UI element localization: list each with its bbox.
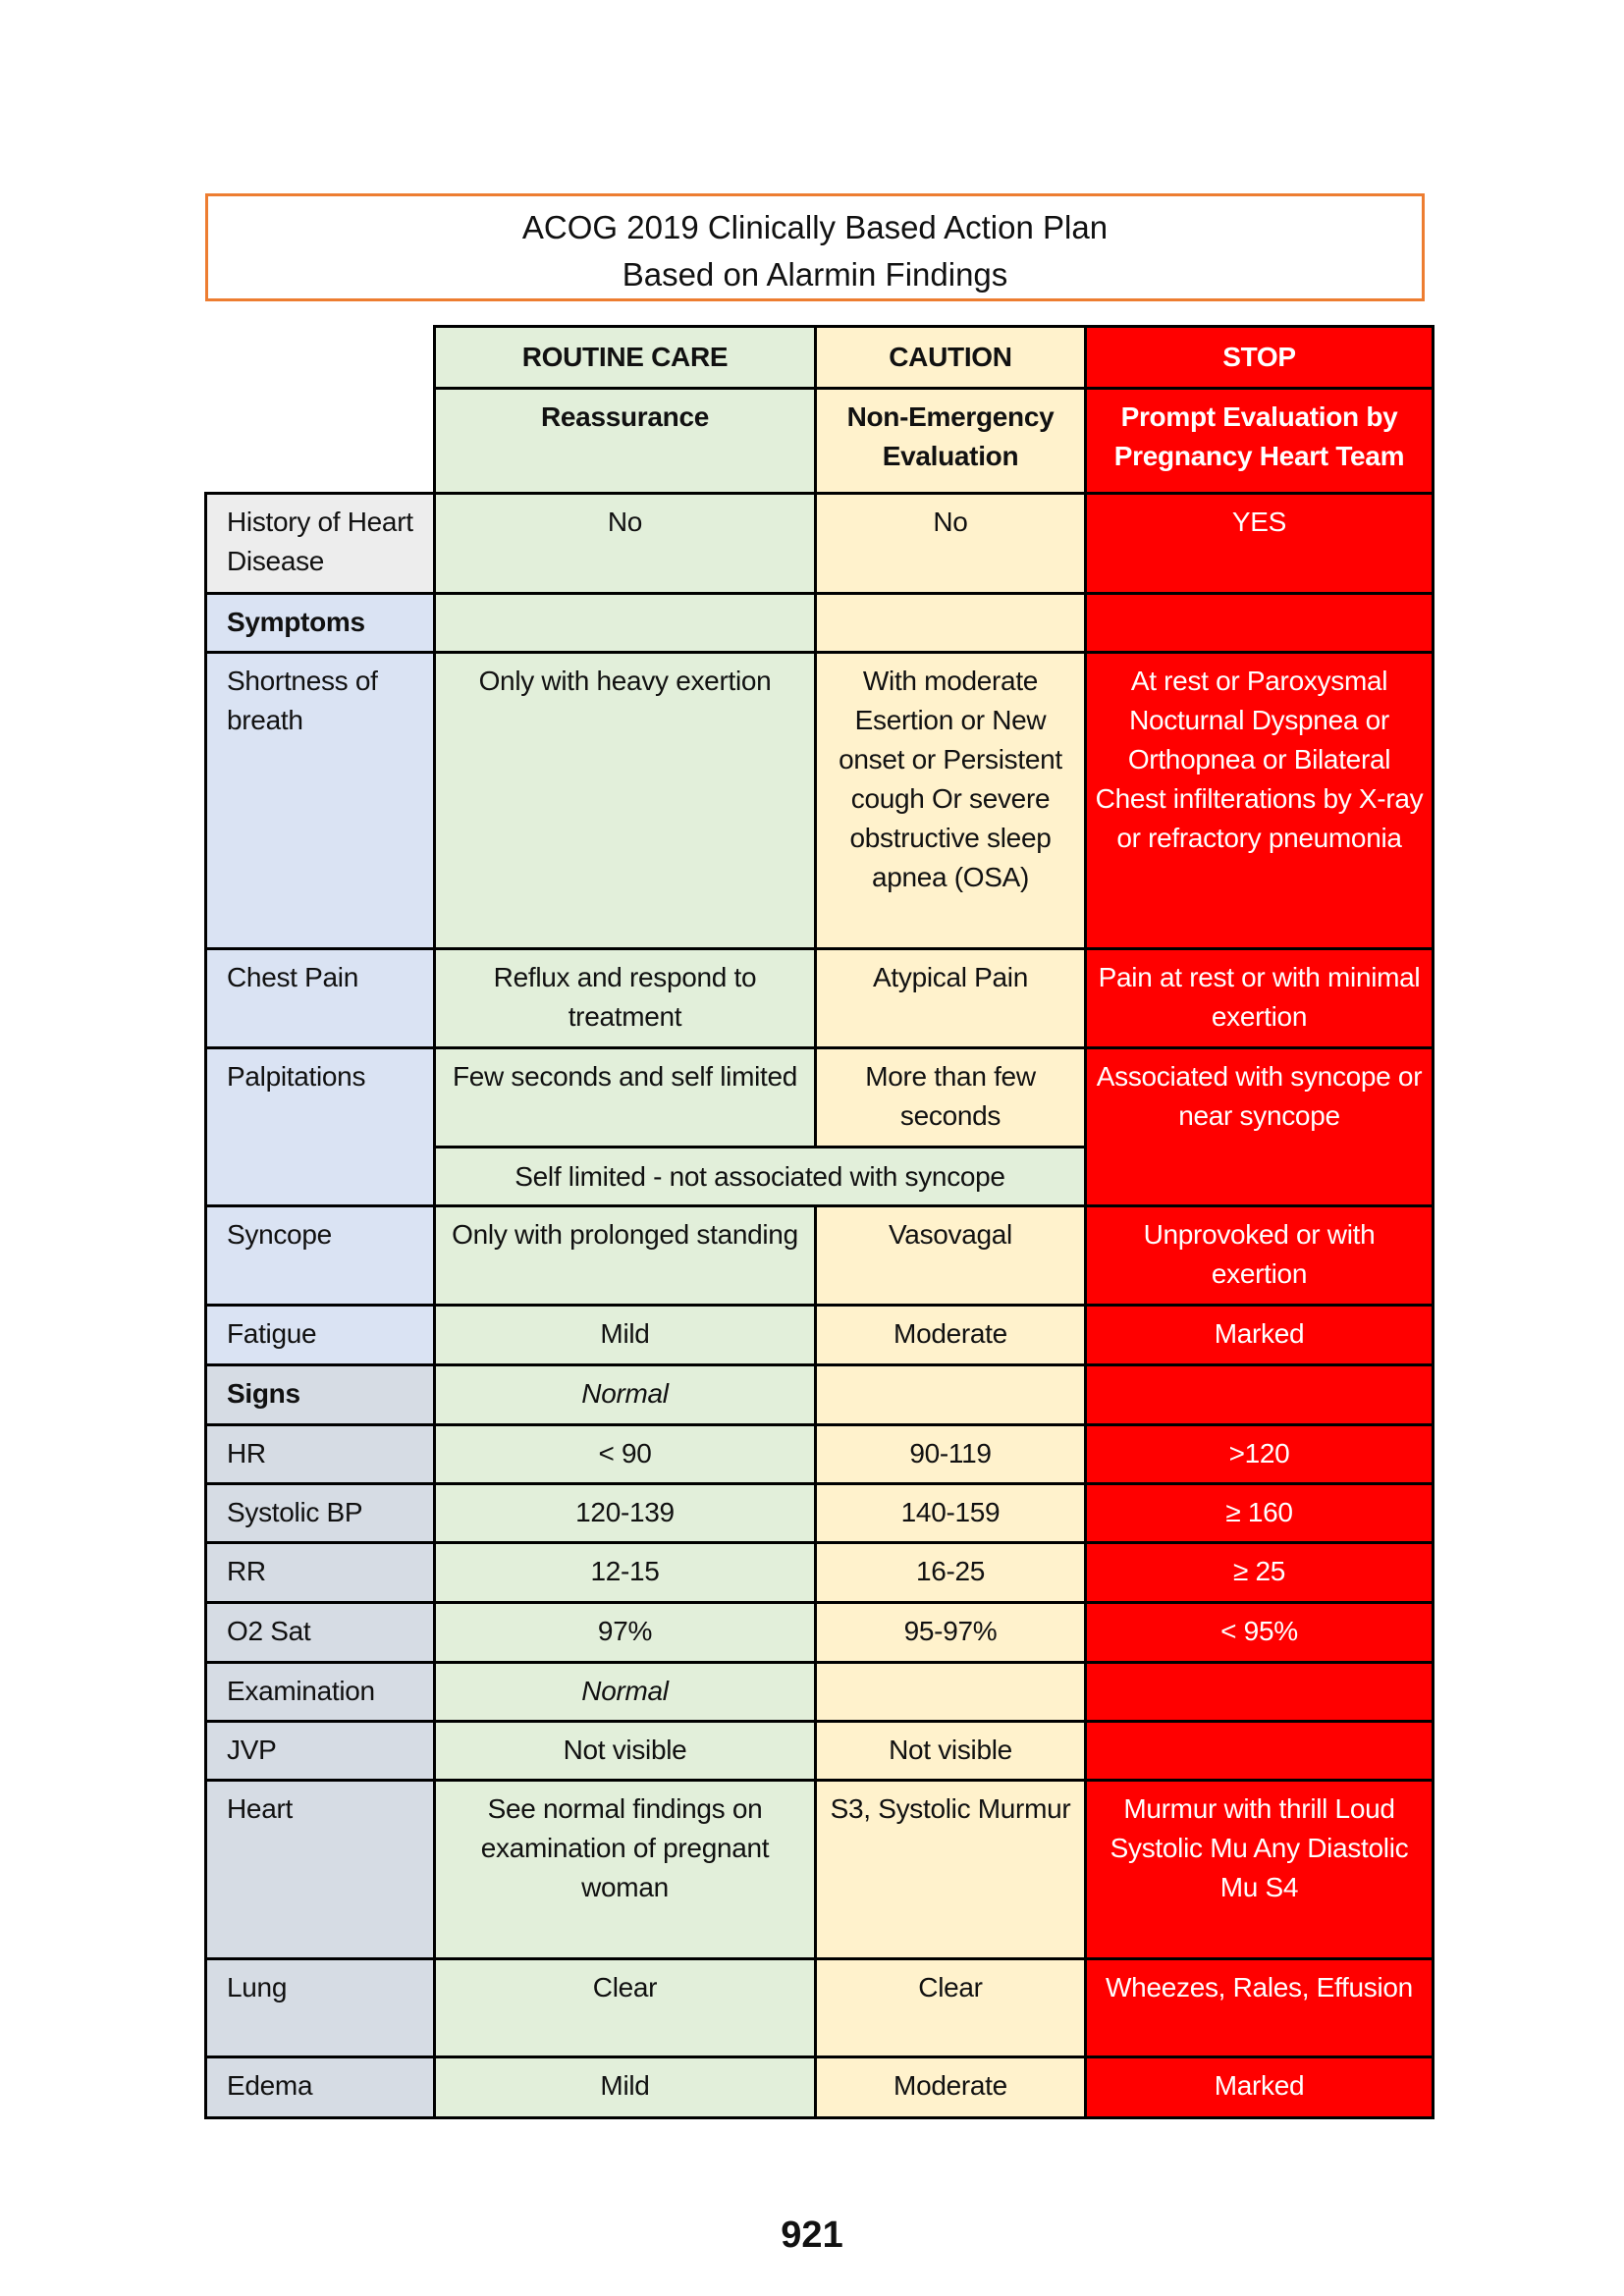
cell-routine: 12-15	[435, 1543, 816, 1603]
cell-stop	[1086, 594, 1434, 653]
row-label: Shortness of breath	[206, 653, 435, 949]
cell-routine: < 90	[435, 1425, 816, 1484]
cell-routine: Mild	[435, 1306, 816, 1365]
table-row	[206, 1048, 1434, 1148]
cell-routine: Clear	[435, 1959, 816, 2057]
cell-caution: Atypical Pain	[816, 949, 1086, 1048]
header-routine: ROUTINE CARE	[435, 327, 816, 389]
cell-caution	[816, 594, 1086, 653]
cell-caution: With moderate Esertion or New onset or Persistent cough Or severe obstructive sleep apnea (OSA)	[816, 653, 1086, 949]
cell-routine: No	[435, 494, 816, 594]
header-stop: STOP	[1086, 327, 1434, 389]
cell-caution: Not visible	[816, 1722, 1086, 1781]
page-number: 921	[781, 2215, 843, 2256]
title-line-2: Based on Alarmin Findings	[622, 256, 1008, 293]
cell-routine: Only with heavy exertion	[435, 653, 816, 949]
row-label: Fatigue	[206, 1306, 435, 1365]
cell-caution: Clear	[816, 1959, 1086, 2057]
row-label: Syncope	[206, 1206, 435, 1306]
cell-caution: Moderate	[816, 2057, 1086, 2118]
cell-routine: Mild	[435, 2057, 816, 2118]
cell-caution	[816, 1663, 1086, 1722]
section-row	[206, 594, 1434, 653]
cell-stop: Associated with syncope or near syncope	[1086, 1048, 1434, 1206]
cell-stop: Marked	[1086, 2057, 1434, 2118]
cell-caution: Vasovagal	[816, 1206, 1086, 1306]
action-stop: Prompt Evaluation by Pregnancy Heart Team	[1086, 389, 1434, 494]
table-title	[205, 193, 1425, 301]
cell-routine-caution-combined: Self limited - not associated with syncope	[435, 1148, 1086, 1206]
cell-routine: 97%	[435, 1603, 816, 1663]
action-plan-table	[204, 325, 1435, 2119]
table-row	[206, 1425, 1434, 1484]
header-caution: CAUTION	[816, 327, 1086, 389]
row-label: Systolic BP	[206, 1484, 435, 1543]
cell-stop: YES	[1086, 494, 1434, 594]
table-row	[206, 1306, 1434, 1365]
cell-stop: ≥ 25	[1086, 1543, 1434, 1603]
cell-stop: < 95%	[1086, 1603, 1434, 1663]
section-row	[206, 1365, 1434, 1425]
cell-caution	[816, 1365, 1086, 1425]
action-caution: Non-Emergency Evaluation	[816, 389, 1086, 494]
section-examination: Examination	[206, 1663, 435, 1722]
cell-routine: Not visible	[435, 1722, 816, 1781]
cell-stop: Pain at rest or with minimal exertion	[1086, 949, 1434, 1048]
title-line-1: ACOG 2019 Clinically Based Action Plan	[521, 209, 1109, 245]
cell-stop: Murmur with thrill Loud Systolic Mu Any Diastolic Mu S4	[1086, 1781, 1434, 1959]
table-row	[206, 1543, 1434, 1603]
row-label: JVP	[206, 1722, 435, 1781]
table-row	[206, 2057, 1434, 2118]
row-label: Lung	[206, 1959, 435, 2057]
cell-stop: ≥ 160	[1086, 1484, 1434, 1543]
section-row	[206, 1663, 1434, 1722]
cell-caution: No	[816, 494, 1086, 594]
cell-stop: >120	[1086, 1425, 1434, 1484]
cell-caution: More than few seconds	[816, 1048, 1086, 1148]
table-row	[206, 653, 1434, 949]
cell-routine: Normal	[435, 1663, 816, 1722]
table-row	[206, 1484, 1434, 1543]
cell-routine: 120-139	[435, 1484, 816, 1543]
row-label: Heart	[206, 1781, 435, 1959]
row-label: Edema	[206, 2057, 435, 2118]
row-label: Palpitations	[206, 1048, 435, 1206]
corner-cell	[206, 327, 435, 494]
cell-stop: Unprovoked or with exertion	[1086, 1206, 1434, 1306]
cell-stop	[1086, 1365, 1434, 1425]
action-routine: Reassurance	[435, 389, 816, 494]
table-row	[206, 1603, 1434, 1663]
row-label: Chest Pain	[206, 949, 435, 1048]
cell-routine: Normal	[435, 1365, 816, 1425]
cell-stop	[1086, 1722, 1434, 1781]
row-label: History of Heart Disease	[206, 494, 435, 594]
cell-stop: Marked	[1086, 1306, 1434, 1365]
cell-caution: Moderate	[816, 1306, 1086, 1365]
table-row	[206, 949, 1434, 1048]
table-row	[206, 1206, 1434, 1306]
row-label: O2 Sat	[206, 1603, 435, 1663]
cell-caution: 16-25	[816, 1543, 1086, 1603]
cell-caution: S3, Systolic Murmur	[816, 1781, 1086, 1959]
table-row	[206, 1781, 1434, 1959]
section-signs: Signs	[206, 1365, 435, 1425]
cell-routine: Only with prolonged standing	[435, 1206, 816, 1306]
cell-caution: 140-159	[816, 1484, 1086, 1543]
row-label: HR	[206, 1425, 435, 1484]
cell-routine: See normal findings on examination of pregnant woman	[435, 1781, 816, 1959]
cell-routine: Few seconds and self limited	[435, 1048, 816, 1148]
row-label: RR	[206, 1543, 435, 1603]
table-row	[206, 494, 1434, 594]
cell-stop: Wheezes, Rales, Effusion	[1086, 1959, 1434, 2057]
cell-stop	[1086, 1663, 1434, 1722]
cell-stop: At rest or Paroxysmal Nocturnal Dyspnea or Orthopnea or Bilateral Chest infilterations by X-ray or refractory pneumonia	[1086, 653, 1434, 949]
cell-caution: 95-97%	[816, 1603, 1086, 1663]
table-row	[206, 1722, 1434, 1781]
cell-routine	[435, 594, 816, 653]
section-symptoms: Symptoms	[206, 594, 435, 653]
cell-routine: Reflux and respond to treatment	[435, 949, 816, 1048]
table-row	[206, 1959, 1434, 2057]
cell-caution: 90-119	[816, 1425, 1086, 1484]
